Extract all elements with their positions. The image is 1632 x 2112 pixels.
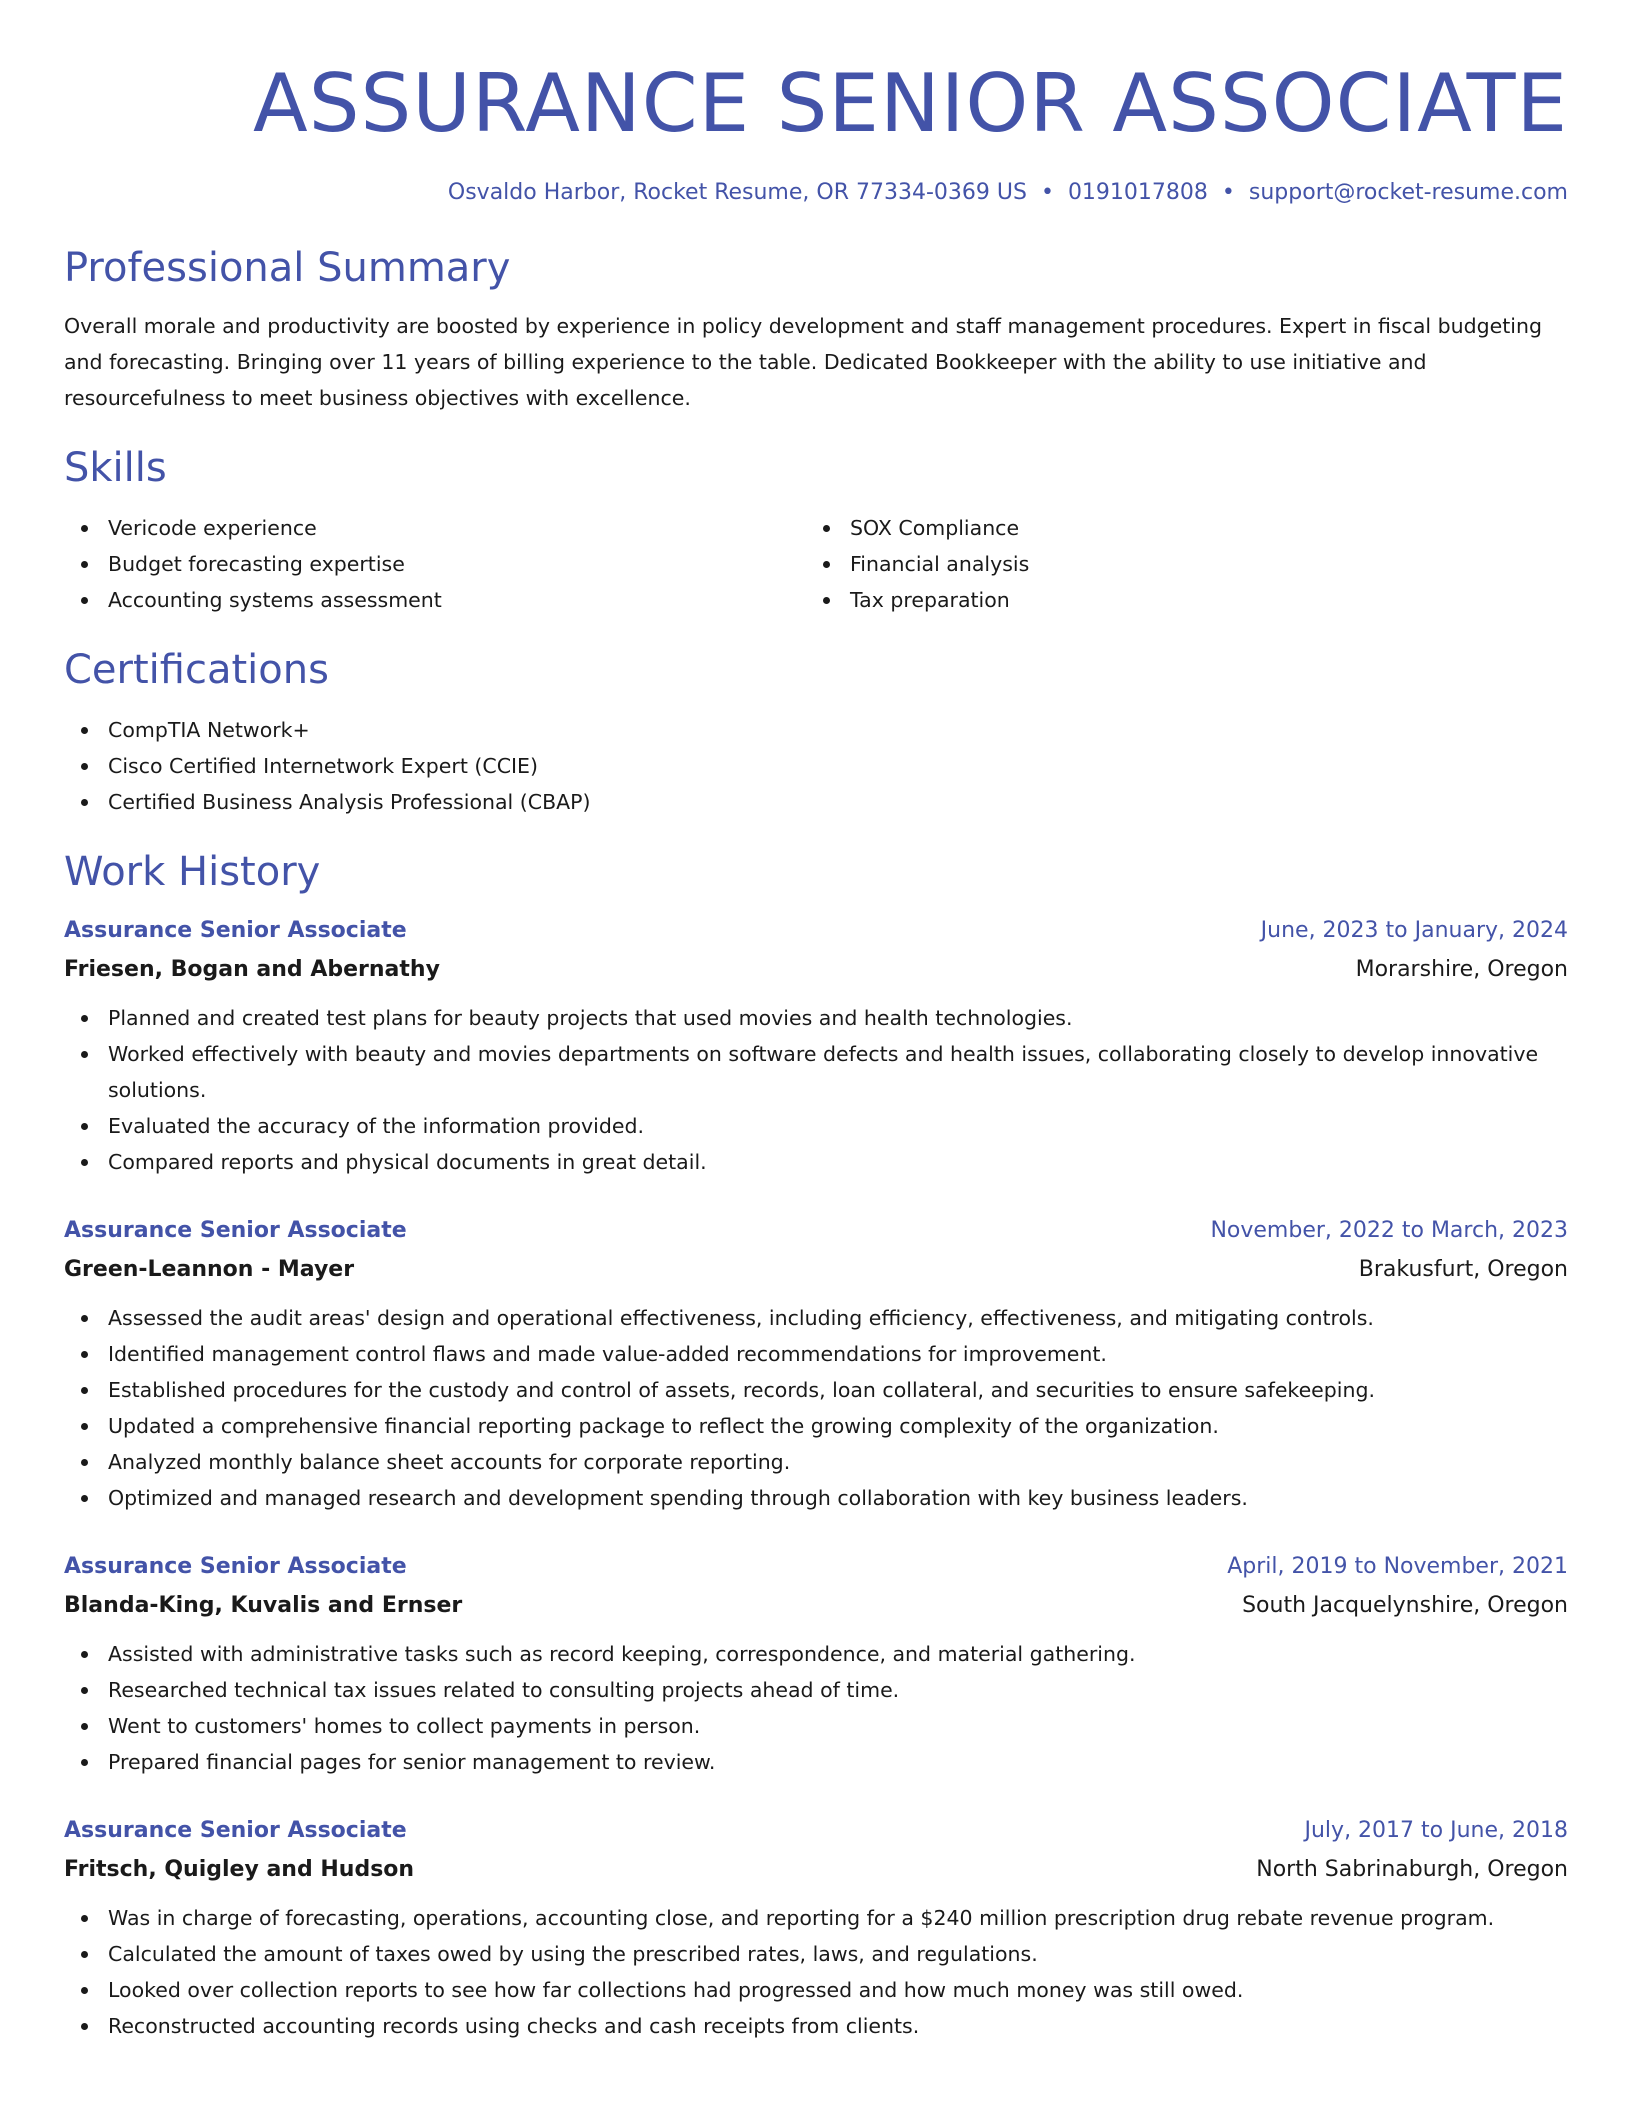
job-location: Brakusfurt, Oregon xyxy=(1358,1257,1568,1282)
skill-item: Tax preparation xyxy=(806,582,1548,618)
job-entry xyxy=(64,1212,1568,1516)
job-dates: November, 2022 to March, 2023 xyxy=(1210,1218,1568,1243)
job-duty: Calculated the amount of taxes owed by using the prescribed rates, laws, and regulations. xyxy=(64,1936,1568,1972)
skills-list-left xyxy=(64,510,806,618)
contact-email[interactable]: support@rocket-resume.com xyxy=(1248,180,1568,205)
job-duty: Identified management control flaws and made value-added recommendations for improvement. xyxy=(64,1336,1568,1372)
skill-item: Accounting systems assessment xyxy=(64,582,806,618)
skill-item: Financial analysis xyxy=(806,546,1548,582)
skill-item: Budget forecasting expertise xyxy=(64,546,806,582)
job-duty: Analyzed monthly balance sheet accounts for corporate reporting. xyxy=(64,1444,1568,1480)
job-duties xyxy=(64,1900,1568,2044)
job-duties xyxy=(64,1000,1568,1180)
job-entry xyxy=(64,912,1568,1180)
job-duty: Optimized and managed research and development spending through collaboration with key business leaders. xyxy=(64,1480,1568,1516)
job-role: Assurance Senior Associate xyxy=(64,1554,407,1579)
job-entry xyxy=(64,1812,1568,2044)
job-duty: Was in charge of forecasting, operations, accounting close, and reporting for a $240 million prescription drug rebate revenue program. xyxy=(64,1900,1568,1936)
contact-separator: • xyxy=(1221,180,1235,205)
skill-item: Vericode experience xyxy=(64,510,806,546)
job-duty: Evaluated the accuracy of the information provided. xyxy=(64,1108,1568,1144)
job-company: Fritsch, Quigley and Hudson xyxy=(64,1857,415,1882)
job-role: Assurance Senior Associate xyxy=(64,1218,407,1243)
job-company: Green-Leannon - Mayer xyxy=(64,1257,355,1282)
job-duty: Reconstructed accounting records using checks and cash receipts from clients. xyxy=(64,2008,1568,2044)
certifications-section xyxy=(64,644,1568,820)
job-duty: Prepared financial pages for senior management to review. xyxy=(64,1744,1568,1780)
job-duty: Compared reports and physical documents in great detail. xyxy=(64,1144,1568,1180)
job-duty: Went to customers' homes to collect payments in person. xyxy=(64,1708,1568,1744)
job-duty: Researched technical tax issues related to consulting projects ahead of time. xyxy=(64,1672,1568,1708)
job-duty: Assisted with administrative tasks such as record keeping, correspondence, and material gathering. xyxy=(64,1636,1568,1672)
skills-heading: Skills xyxy=(64,445,167,491)
job-role: Assurance Senior Associate xyxy=(64,1818,407,1843)
job-dates: June, 2023 to January, 2024 xyxy=(1260,918,1568,943)
job-location: North Sabrinaburgh, Oregon xyxy=(1256,1857,1568,1882)
resume-page xyxy=(64,0,1568,2112)
job-duty: Planned and created test plans for beauty projects that used movies and health technologies. xyxy=(64,1000,1568,1036)
skills-grid xyxy=(64,510,1568,618)
contact-phone: 0191017808 xyxy=(1067,180,1208,205)
job-duty: Looked over collection reports to see how far collections had progressed and how much money was still owed. xyxy=(64,1972,1568,2008)
job-role: Assurance Senior Associate xyxy=(64,918,407,943)
certifications-heading: Certifications xyxy=(64,647,329,693)
job-company: Blanda-King, Kuvalis and Ernser xyxy=(64,1593,463,1618)
certification-item: CompTIA Network+ xyxy=(64,712,1568,748)
summary-heading: Professional Summary xyxy=(64,245,511,291)
job-entry xyxy=(64,1548,1568,1780)
contact-address: Osvaldo Harbor, Rocket Resume, OR 77334-0369 US xyxy=(447,180,1027,205)
job-duty: Updated a comprehensive financial reporting package to reflect the growing complexity of the organization. xyxy=(64,1408,1568,1444)
job-dates: April, 2019 to November, 2021 xyxy=(1227,1554,1568,1579)
job-location: South Jacquelynshire, Oregon xyxy=(1242,1593,1568,1618)
certification-item: Cisco Certified Internetwork Expert (CCIE) xyxy=(64,748,1568,784)
job-location: Morarshire, Oregon xyxy=(1355,957,1568,982)
resume-title: ASSURANCE SENIOR ASSOCIATE xyxy=(253,57,1568,150)
contact-line xyxy=(64,178,1568,208)
summary-section xyxy=(64,242,1568,416)
contact-separator: • xyxy=(1040,180,1054,205)
job-dates: July, 2017 to June, 2018 xyxy=(1304,1818,1568,1843)
skills-list-right xyxy=(806,510,1548,618)
job-duty: Worked effectively with beauty and movies departments on software defects and health issues, collaborating closely to develop innovative solutions. xyxy=(64,1036,1568,1108)
skills-section xyxy=(64,442,1568,618)
job-duties xyxy=(64,1636,1568,1780)
job-duty: Established procedures for the custody and control of assets, records, loan collateral, and securities to ensure safekeeping. xyxy=(64,1372,1568,1408)
job-duty: Assessed the audit areas' design and operational effectiveness, including efficiency, effectiveness, and mitigating controls. xyxy=(64,1300,1568,1336)
job-company: Friesen, Bogan and Abernathy xyxy=(64,957,440,982)
skill-item: SOX Compliance xyxy=(806,510,1548,546)
work-history-section xyxy=(64,846,1568,2044)
certifications-list xyxy=(64,712,1568,820)
certification-item: Certified Business Analysis Professional (CBAP) xyxy=(64,784,1568,820)
job-duties xyxy=(64,1300,1568,1516)
summary-text: Overall morale and productivity are boosted by experience in policy development and staff management procedures. Expert in fiscal budgeting and forecasting. Bringing over 11 years of billing experience to the table. Dedicated Bookkeeper with the ability to use initiative and resourcefulness to meet business objectives with excellence. xyxy=(64,314,1542,410)
work-history-heading: Work History xyxy=(64,849,321,895)
